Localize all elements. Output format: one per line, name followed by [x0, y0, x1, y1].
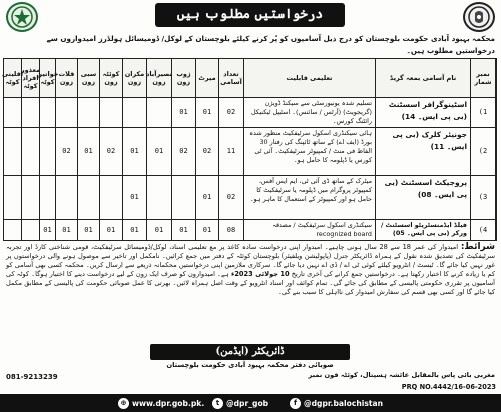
cell-post: پروجیکٹ اسسٹنٹ (بی پی ایس۔ 08) [376, 175, 471, 219]
facebook-icon: f [290, 398, 301, 409]
cell-total: 02 [219, 175, 244, 219]
cell-sibi [78, 175, 100, 219]
signatory-office: صوبائی دفتر محکمہ بہبود آبادی حکومت بلوچستان [166, 361, 334, 369]
twitter-handle[interactable]: @dpr_gob [226, 398, 269, 408]
cell-zhob: 01 [172, 97, 196, 127]
cell-sibi: 01 [78, 219, 100, 240]
header-qualification: تعلیمی قابلیت [244, 59, 376, 97]
cell-zhob: 02 [172, 127, 196, 175]
table-row [4, 175, 496, 220]
cell-merit: 01 [196, 175, 219, 219]
header-kalat: قلات زون [56, 59, 78, 97]
cell-post: فیلڈ ایڈمنسٹریٹو اسسٹنٹ / ورکر (بی پی ایس۔ 05) [376, 219, 471, 240]
table-header-row [1, 59, 496, 98]
terms-and-conditions [6, 243, 495, 341]
cell-zhob [172, 175, 196, 219]
cell-quetta [100, 97, 123, 127]
cell-quetta: 01 [100, 219, 123, 240]
cell-qualification: تسلیم شدہ یونیورسٹی سے سیکنڈ ڈویژن (گریجویٹ) (آرٹس / سائنس)۔ اسٹیپل ٹیکنیکل رائٹنگ کورس۔ [244, 97, 376, 127]
header-minority: اقلیتی کوٹہ [4, 59, 22, 97]
terms-text: امیدوار کی عمر 18 سے 28 سال ہونی چاہیے۔ امیدوار اپنی درخواست سادہ کاغذ پر مع تعلیمی اسناد، لوکل/ڈومیسائل سرٹیفکیٹ، قومی شناختی کارڈ اور تجربہ سرٹیفکیٹ کی تصدیق شدہ نقول کے ہمراہ ڈائریکٹر جنرل (پاپولیشن ویلفیئر) بلوچستان کوئٹہ کے دفتر میں جمع کرائیں۔ نامکمل اور تاخیر سے موصول ہونے والی درخواستوں پر غور نہیں کیا جائے گا۔ ٹیسٹ / انٹرویو کیلئے کوئی ٹی اے / ڈی اے نہیں دیا جائے گا۔ سرکاری ملازمین اپنی درخواستیں محکمانہ ذریعے سے ارسال کریں۔ محکمہ کسی بھی آسامی کو کم یا زیادہ کرنے کا اختیار رکھتا ہے۔ درخواستیں جمع کرانے کی آخری تاریخ [6, 243, 496, 278]
cell-post: جونیئر کلرک (بی پی ایس۔ 11) [376, 127, 471, 175]
cell-nasirabad [147, 97, 172, 127]
facebook-handle[interactable]: @dgpr.balochistan [304, 398, 384, 408]
cell-nasirabad: 01 [147, 219, 172, 240]
cell-quetta: 02 [100, 127, 123, 175]
header-sno: نمبر شمار [471, 59, 496, 97]
pakistan-seal-icon [467, 5, 491, 29]
cell-kalat: 02 [56, 127, 78, 175]
deadline-date: 10 جولائی 2023ء [230, 269, 290, 278]
header [0, 0, 501, 33]
footer-twitter[interactable] [212, 394, 268, 412]
phone-number: 081-9213239 [6, 373, 58, 381]
cell-disabled [22, 219, 40, 240]
cell-merit: 01 [196, 97, 219, 127]
terms-text-after: ہے۔ امیدواروں کو صرف ایک زون کے لیے درخواست دینے کا اختیار ہوگا۔ کوٹہ کی آسامیوں پر تقرری حکومتی پالیسی کے مطابق کی جائے گی۔ تمام کوائف اور اسناد انٹرویو کے وقت اصل ہمراہ لائیں۔ بھرتی کا عمل صوبائی حکومت کی پالیسی کے مطابق مکمل کیا جائے گا اور کسی بھی قسم کی سفارش امیدوار کی نااہلی کا سبب بنے گی۔ [6, 269, 495, 296]
header-women: خواتین کوٹہ [40, 59, 56, 97]
cell-women [40, 175, 56, 219]
footer-website[interactable] [118, 394, 204, 412]
cell-kalat: 01 [56, 219, 78, 240]
cell-sno: 2) [471, 127, 496, 175]
signatory-title: ڈائریکٹر (ایڈمن) [150, 344, 350, 360]
cell-nasirabad [147, 175, 172, 219]
header-post: نام آسامی بمعہ گریڈ [376, 59, 471, 97]
balochistan-seal-icon [10, 5, 34, 29]
cell-merit: 02 [196, 127, 219, 175]
cell-qualification: ہائی سیکنڈری اسکول سرٹیفکیٹ منظور شدہ بورڈ (ایف اے) کے ساتھ ٹائپنگ کی رفتار 30 الفاظ فی منٹ / کمپیوٹر سرٹیفکیٹ۔ آئی ٹی کورس یا ڈپلومہ کا حامل ہو۔ [244, 127, 376, 175]
cell-disabled [22, 97, 40, 127]
page-title: درخواستیں مطلوب ہیں [155, 3, 345, 27]
cell-sno: 4) [471, 219, 496, 240]
cell-makran [123, 97, 147, 127]
cell-women: 01 [40, 219, 56, 240]
cell-minority [4, 97, 22, 127]
cell-women [40, 127, 56, 175]
intro-text: محکمہ بہبود آبادی حکومت بلوچستان کو درج ذیل آسامیوں کو پُر کرنے کیلئے بلوچستان کے لوکل/ ڈومیسائل ہولڈرز امیدواروں سے درخواستیں مطلوب ہیں۔ [46, 34, 495, 55]
cell-merit: 01 [196, 219, 219, 240]
vacancies-table [3, 58, 497, 241]
prq-number: PRQ NO.4442/16-06-2023 [401, 383, 496, 391]
cell-total: 11 [219, 127, 244, 175]
website-link[interactable]: www.dpr.gob.pk. [132, 398, 205, 408]
table-row [4, 97, 496, 128]
header-sibi: سبی زون [78, 59, 100, 97]
cell-total: 08 [219, 219, 244, 240]
cell-minority [4, 127, 22, 175]
cell-sibi [78, 97, 100, 127]
cell-makran: 01 [123, 175, 147, 219]
header-total: تعداد آسامی [219, 59, 244, 97]
table-row [4, 127, 496, 176]
cell-kalat [56, 175, 78, 219]
cell-women [40, 97, 56, 127]
cell-kalat [56, 97, 78, 127]
cell-quetta [100, 175, 123, 219]
cell-makran: 01 [123, 219, 147, 240]
cell-zhob: 01 [172, 219, 196, 240]
footer-facebook[interactable] [290, 394, 383, 412]
footer [0, 394, 501, 412]
cell-nasirabad: 01 [147, 127, 172, 175]
cell-post: اسٹینوگرافر اسسٹنٹ (بی پی ایس۔ 14) [376, 97, 471, 127]
signatory-address: مغربی بائی پاس بالمقابل عائشہ ہسپتال، کوئٹہ فون نمبر [308, 371, 495, 379]
cell-disabled [22, 175, 40, 219]
header-zhob: ژوب زون [172, 59, 196, 97]
terms-label: شرائط: [460, 242, 495, 252]
twitter-icon: t [212, 398, 223, 409]
cell-total: 02 [219, 97, 244, 127]
right-seal [463, 2, 495, 32]
header-merit: میرٹ [196, 59, 219, 97]
globe-icon: ⊕ [118, 398, 129, 409]
cell-sno: 1) [471, 97, 496, 127]
header-nasirabad: نصیرآباد زون [147, 59, 172, 97]
cell-minority [4, 175, 22, 219]
left-seal [6, 2, 38, 32]
cell-qualification: سیکنڈری اسکول سرٹیفکیٹ / مصدقہ recognized board [244, 219, 376, 240]
cell-disabled [22, 127, 40, 175]
header-disabled: معذور افراد کوٹہ [22, 59, 40, 97]
table-row [4, 219, 496, 240]
cell-sno: 3) [471, 175, 496, 219]
cell-sibi: 01 [78, 127, 100, 175]
cell-minority [4, 219, 22, 240]
header-makran: مکران زون [123, 59, 147, 97]
header-quetta: کوئٹہ زون [100, 59, 123, 97]
cell-makran: 01 [123, 127, 147, 175]
cell-qualification: میٹرک کے ساتھ ڈی آئی ٹی، ایم ایس آفس، کمپیوٹر پروگرام میں ڈپلومہ یا سرٹیفکیٹ کا حامل ہو اور کمپیوٹر کے استعمال کا ماہر ہو۔ [244, 175, 376, 219]
